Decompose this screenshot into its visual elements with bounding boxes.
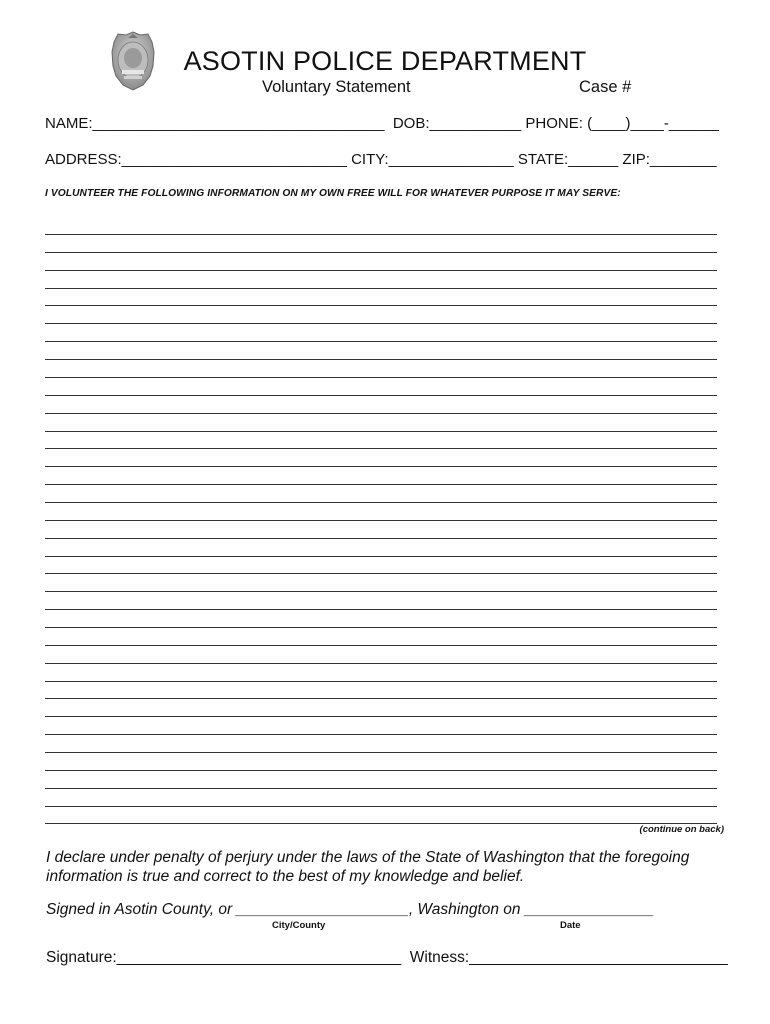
statement-line[interactable] — [45, 341, 717, 342]
statement-line[interactable] — [45, 716, 717, 717]
statement-line[interactable] — [45, 573, 717, 574]
statement-line[interactable] — [45, 591, 717, 592]
statement-line[interactable] — [45, 323, 717, 324]
statement-line[interactable] — [45, 377, 717, 378]
statement-line[interactable] — [45, 788, 717, 789]
personal-info-row-2[interactable]: ADDRESS:___________________________ CITY:_______________ STATE:______ ZIP:________ — [45, 151, 717, 168]
statement-line[interactable] — [45, 252, 717, 253]
statement-line[interactable] — [45, 234, 717, 235]
signed-location-line[interactable]: Signed in Asotin County, or ____________________, Washington on _______________ — [46, 901, 655, 918]
statement-line[interactable] — [45, 431, 717, 432]
statement-line[interactable] — [45, 698, 717, 699]
statement-line[interactable] — [45, 502, 717, 503]
statement-line[interactable] — [45, 627, 717, 628]
statement-instruction: I VOLUNTEER THE FOLLOWING INFORMATION ON MY OWN FREE WILL FOR WHATEVER PURPOSE IT MAY SERVE: — [45, 188, 621, 199]
statement-line[interactable] — [45, 556, 717, 557]
statement-line[interactable] — [45, 520, 717, 521]
continue-on-back-note: (continue on back) — [639, 824, 724, 835]
form-subtitle: Voluntary Statement — [262, 78, 411, 96]
statement-line[interactable] — [45, 609, 717, 610]
date-caption: Date — [560, 920, 581, 931]
statement-line[interactable] — [45, 645, 717, 646]
personal-info-row-1[interactable]: NAME:___________________________________ DOB:___________ PHONE: (____)____-______ — [45, 115, 719, 132]
city-county-caption: City/County — [272, 920, 326, 931]
page-title: ASOTIN POLICE DEPARTMENT — [183, 46, 587, 76]
statement-line[interactable] — [45, 734, 717, 735]
statement-line[interactable] — [45, 305, 717, 306]
statement-line[interactable] — [45, 538, 717, 539]
statement-line[interactable] — [45, 359, 717, 360]
statement-line[interactable] — [45, 806, 717, 807]
statement-line[interactable] — [45, 413, 717, 414]
statement-line[interactable] — [45, 270, 717, 271]
perjury-declaration: I declare under penalty of perjury under the laws of the State of Washington that the foregoing information is true and correct to the best of my knowledge and belief. — [46, 849, 690, 885]
statement-line[interactable] — [45, 484, 717, 485]
statement-line[interactable] — [45, 663, 717, 664]
statement-line[interactable] — [45, 466, 717, 467]
statement-line[interactable] — [45, 770, 717, 771]
signature-witness-line[interactable]: Signature:_________________________________ Witness:______________________________ — [46, 949, 728, 966]
statement-line[interactable] — [45, 395, 717, 396]
statement-line[interactable] — [45, 288, 717, 289]
case-number-label: Case # — [579, 78, 632, 96]
statement-line[interactable] — [45, 752, 717, 753]
statement-line[interactable] — [45, 681, 717, 682]
statement-line[interactable] — [45, 448, 717, 449]
statement-line[interactable] — [45, 823, 717, 824]
